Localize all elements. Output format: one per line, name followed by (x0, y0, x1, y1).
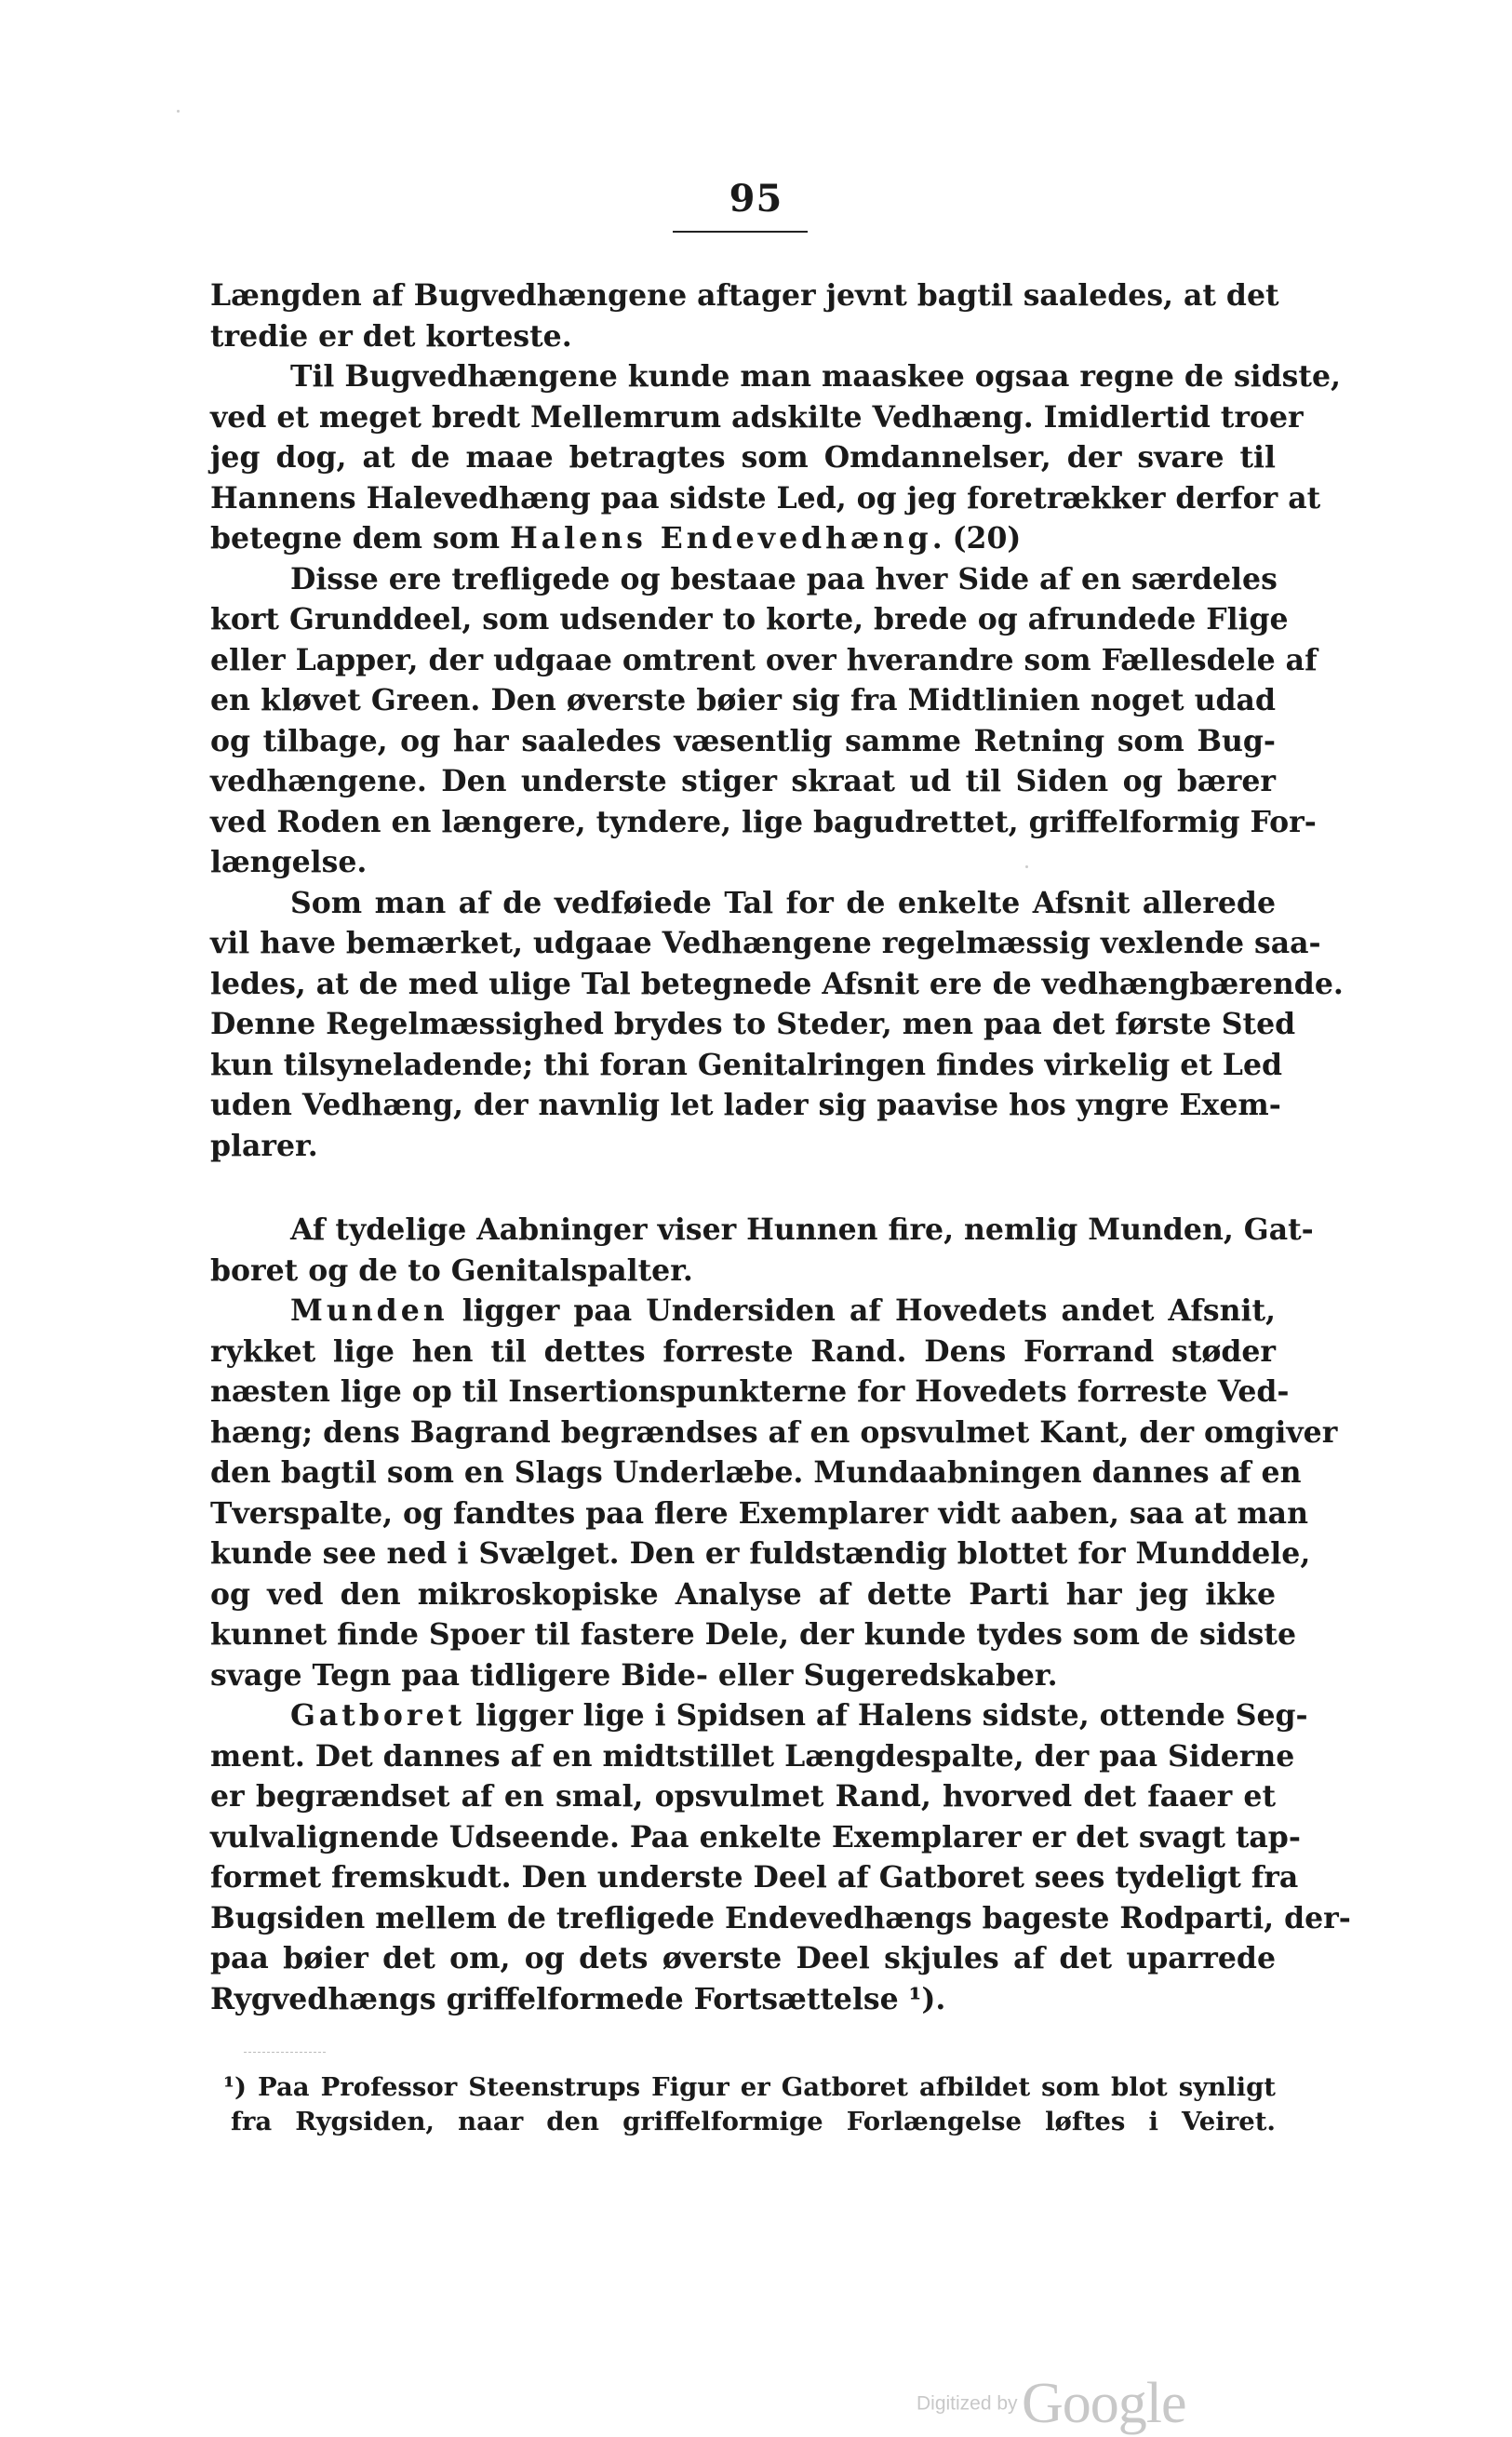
footnote (223, 2070, 1276, 2139)
spaced-emphasis: Halens Endevedhæng (510, 521, 932, 556)
text-line: og tilbage, og har saaledes væsentlig samme Retning som Bug- (210, 723, 1276, 758)
text-line: kort Grunddeel, som udsender to korte, brede og afrundede Flige (210, 602, 1289, 636)
text-line: Denne Regelmæssighed brydes to Steder, men paa det første Sted (210, 1007, 1296, 1041)
text-line: en kløvet Green. Den øverste bøier sig fra Midtlinien noget udad (210, 683, 1276, 717)
google-logo: Google (1022, 2372, 1186, 2435)
text-line: svage Tegn paa tidligere Bide- eller Sugeredskaber. (210, 1657, 1058, 1693)
text-line: Rygvedhængs griffelformede Fortsættelse ¹). (210, 1981, 946, 2016)
scan-speck (1025, 865, 1028, 868)
text-line: Munden ligger paa Undersiden af Hovedets andet Afsnit, (290, 1293, 1276, 1328)
text-line: Til Bugvedhængene kunde man maaskee ogsaa regne de sidste, (290, 359, 1341, 394)
text-line: uden Vedhæng, der navnlig let lader sig paavise hos yngre Exem- (210, 1088, 1281, 1122)
text-line: næsten lige op til Insertionspunkterne for Hovedets forreste Ved- (210, 1374, 1290, 1409)
text-line: er begrændset af en smal, opsvulmet Rand, hvorved det faaer et (210, 1779, 1276, 1814)
text-line: ment. Det dannes af en midtstillet Længdespalte, der paa Siderne (210, 1738, 1295, 1774)
text-line: paa bøier det om, og dets øverste Deel skjules af det uparrede (210, 1941, 1276, 1975)
text-line: betegne dem som Halens Endevedhæng. (20) (210, 521, 1022, 556)
text-line: ledes, at de med ulige Tal betegnede Afsnit ere de vedhængbærende. (210, 966, 1344, 1001)
text-line: Bugsiden mellem de trefligede Endevedhængs bageste Rodparti, der- (210, 1900, 1351, 1935)
text-line: Længden af Bugvedhængene aftager jevnt bagtil saaledes, at det (210, 278, 1279, 313)
text-line: vil have bemærket, udgaae Vedhængene regelmæssig vexlende saa- (210, 926, 1321, 960)
paragraph-openings (210, 1210, 1351, 2019)
text-line: kun tilsyneladende; thi foran Genitalringen findes virkelig et Led (210, 1047, 1283, 1082)
text-line: kunnet finde Spoer til fastere Dele, der kunde tydes som de sidste (210, 1617, 1296, 1652)
spaced-emphasis: Munden (290, 1293, 448, 1328)
text-line: den bagtil som en Slags Underlæbe. Mundaabningen dannes af en (210, 1455, 1302, 1490)
page-number-rule (673, 231, 808, 233)
text-line: Gatboret ligger lige i Spidsen af Halens sidste, ottende Seg- (290, 1698, 1308, 1733)
footnote-text-1: Paa Professor Steenstrups Figur er Gatboret afbildet som blot synligt (258, 2072, 1276, 2102)
text-line: Tverspalte, og fandtes paa flere Exemplarer vidt aaben, saa at man (210, 1495, 1308, 1531)
footnote-line-1 (223, 2070, 1276, 2105)
text-line: tredie er det korteste. (210, 318, 572, 354)
paragraph-abdominal-appendages (210, 275, 1344, 1166)
watermark-small-text: Digitized by (917, 2392, 1018, 2415)
text-line: ved et meget bredt Mellemrum adskilte Vedhæng. Imidlertid troer (210, 399, 1304, 435)
footnote-line-2: fra Rygsiden, naar den griffelformige Forlængelse løftes i Veiret. (231, 2107, 1276, 2136)
page-number: 95 (729, 177, 783, 221)
digitized-by-google-watermark (917, 2371, 1186, 2437)
spaced-emphasis: Gatboret (290, 1698, 466, 1733)
text-line: eller Lapper, der udgaae omtrent over hverandre som Fællesdele af (210, 642, 1318, 677)
text-line: plarer. (210, 1128, 318, 1163)
text-line: og ved den mikroskopiske Analyse af dette Parti har jeg ikke (210, 1576, 1276, 1612)
scan-speck (177, 110, 180, 113)
text-line: hæng; dens Bagrand begrændses af en opsvulmet Kant, der omgiver (210, 1414, 1338, 1450)
footnote-separator (244, 2052, 326, 2054)
text-line: Som man af de vedføiede Tal for de enkelte Afsnit allerede (290, 885, 1276, 920)
text-line: rykket lige hen til dettes forreste Rand. Dens Forrand støder (210, 1333, 1276, 1369)
text-line: Disse ere trefligede og bestaae paa hver Side af en særdeles (290, 561, 1278, 596)
footnote-marker: ¹) (223, 2072, 248, 2102)
text-line: ved Roden en længere, tyndere, lige bagudrettet, griffelformig For- (210, 804, 1317, 839)
text-line: vedhængene. Den underste stiger skraat ud til Siden og bærer (210, 764, 1276, 798)
text-line: længelse. (210, 845, 368, 879)
text-line: Af tydelige Aabninger viser Hunnen fire, nemlig Munden, Gat- (290, 1212, 1314, 1247)
text-line: kunde see ned i Svælget. Den er fuldstændig blottet for Munddele, (210, 1536, 1311, 1571)
text-line: formet fremskudt. Den underste Deel af Gatboret sees tydeligt fra (210, 1860, 1299, 1895)
text-line: Hannens Halevedhæng paa sidste Led, og jeg foretrækker derfor at (210, 480, 1321, 516)
text-line: vulvalignende Udseende. Paa enkelte Exemplarer er det svagt tap- (210, 1819, 1301, 1855)
text-line: boret og de to Genitalspalter. (210, 1252, 693, 1288)
text-line: jeg dog, at de maae betragtes som Omdannelser, der svare til (210, 440, 1276, 475)
